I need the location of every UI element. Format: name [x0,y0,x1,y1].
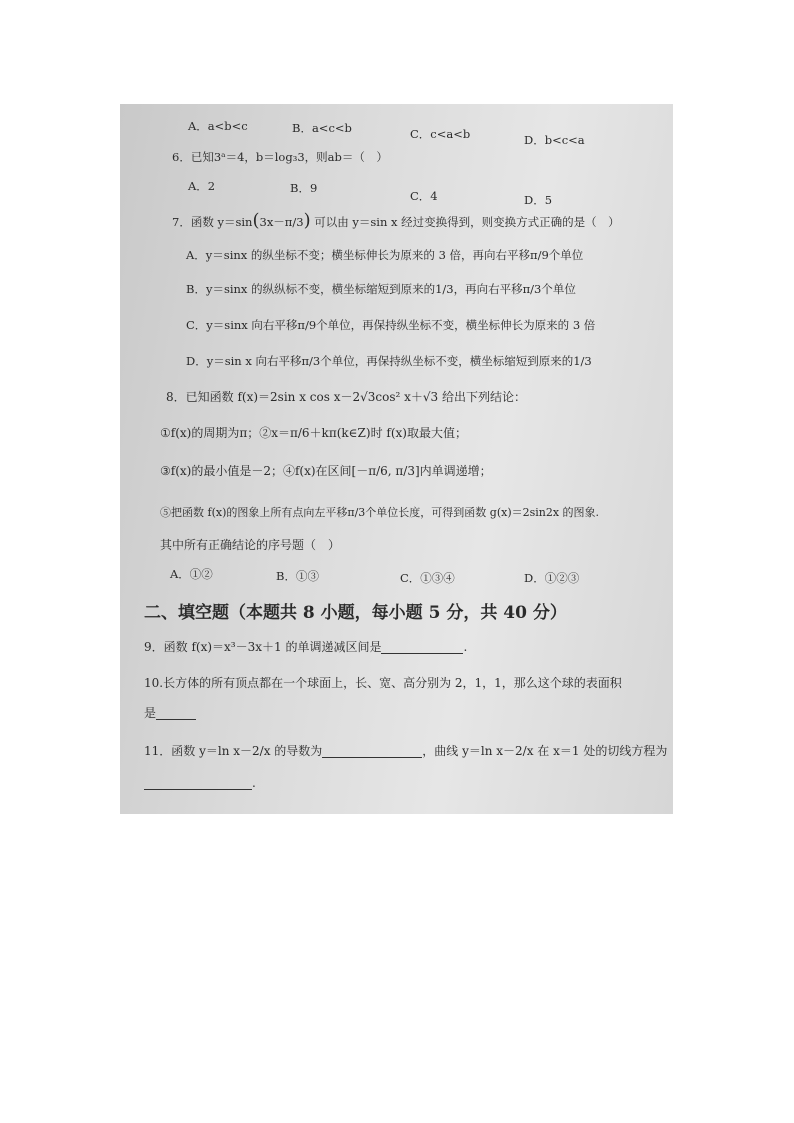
q8-ask: 其中所有正确结论的序号题（ ） [160,538,341,552]
q8-statement-3-4: ③f(x)的最小值是－2；④f(x)在区间[－π/6, π/3]内单调递增； [160,464,492,478]
q10-line1: 10.长方体的所有顶点都在一个球面上，长、宽、高分别为 2，1，1，那么这个球的表面积 [144,676,622,690]
q7-stem-pre: 7．函数 y＝sin [172,215,253,229]
q6-option-c: C．4 [410,189,438,203]
q7-option-c: C．y＝sinx 向右平移π/9个单位，再保持纵坐标不变，横坐标伸长为原来的 3 倍 [186,318,596,332]
q10-line2 [144,706,196,720]
q7-option-a: A．y＝sinx 的纵坐标不变；横坐标伸长为原来的 3 倍，再向右平移π/9个单位 [186,248,584,262]
q11 [144,744,667,758]
q11-line2 [144,776,256,790]
q9 [144,640,467,654]
q11-tangent-blank[interactable] [144,777,252,790]
q6-stem: 6．已知3ᵃ＝4，b＝log₃3，则ab＝（ ） [172,150,388,164]
q9-end: . [463,640,468,654]
q11-derivative-blank[interactable] [322,745,422,758]
q8-statement-5: ⑤把函数 f(x)的图象上所有点向左平移π/3个单位长度，可得到函数 g(x)＝2sin2x 的图象. [160,506,600,519]
section-fill-in-blank-heading: 二、填空题（本题共 8 小题，每小题 5 分，共 40 分） [144,603,567,623]
q11-text: 11．函数 y＝ln x－2/x 的导数为 [144,744,323,758]
q7-stem-arg: 3x－π/3 [259,215,304,229]
q7-stem: 7．函数 y＝sin(3x－π/3) 可以由 y＝sin x 经过变换得到，则变换方式正确的是（ ） [172,210,620,231]
q5-option-d: D．b<c<a [524,133,585,147]
q7-stem-post: 可以由 y＝sin x 经过变换得到，则变换方式正确的是（ ） [314,215,620,229]
q11-end: . [252,776,256,790]
q6-option-a: A．2 [188,179,216,193]
q8-option-c: C．①③④ [400,571,455,585]
q11-text-2: ，曲线 y＝ln x－2/x 在 x＝1 处的切线方程为 [422,744,668,758]
q8-stem: 8．已知函数 f(x)＝2sin x cos x－2√3cos² x＋√3 给出下列结论： [166,390,526,404]
q9-text: 9．函数 f(x)＝x³－3x＋1 的单调递减区间是 [144,640,382,654]
exam-page-photo [120,104,673,814]
q8-option-a: A．①② [170,567,213,581]
q10-answer-blank[interactable] [156,707,196,720]
q9-answer-blank[interactable] [381,641,463,654]
q10-line2-text: 是 [144,706,157,720]
q8-statement-1-2: ①f(x)的周期为π；②x＝π/6＋kπ(k∈Z)时 f(x)取最大值； [160,426,467,440]
q6-option-d: D．5 [524,193,553,207]
q5-option-a: A．a<b<c [188,119,248,133]
q8-option-b: B．①③ [276,569,319,583]
q5-option-c: C．c<a<b [410,127,471,141]
q6-option-b: B．9 [290,181,318,195]
q8-option-d: D．①②③ [524,571,580,585]
q7-option-b: B．y＝sinx 的纵纵标不变，横坐标缩短到原来的1/3，再向右平移π/3个单位 [186,282,576,296]
q7-option-d: D．y＝sin x 向右平移π/3个单位，再保持纵坐标不变，横坐标缩短到原来的1/3 [186,354,592,368]
q5-option-b: B．a<c<b [292,121,352,135]
